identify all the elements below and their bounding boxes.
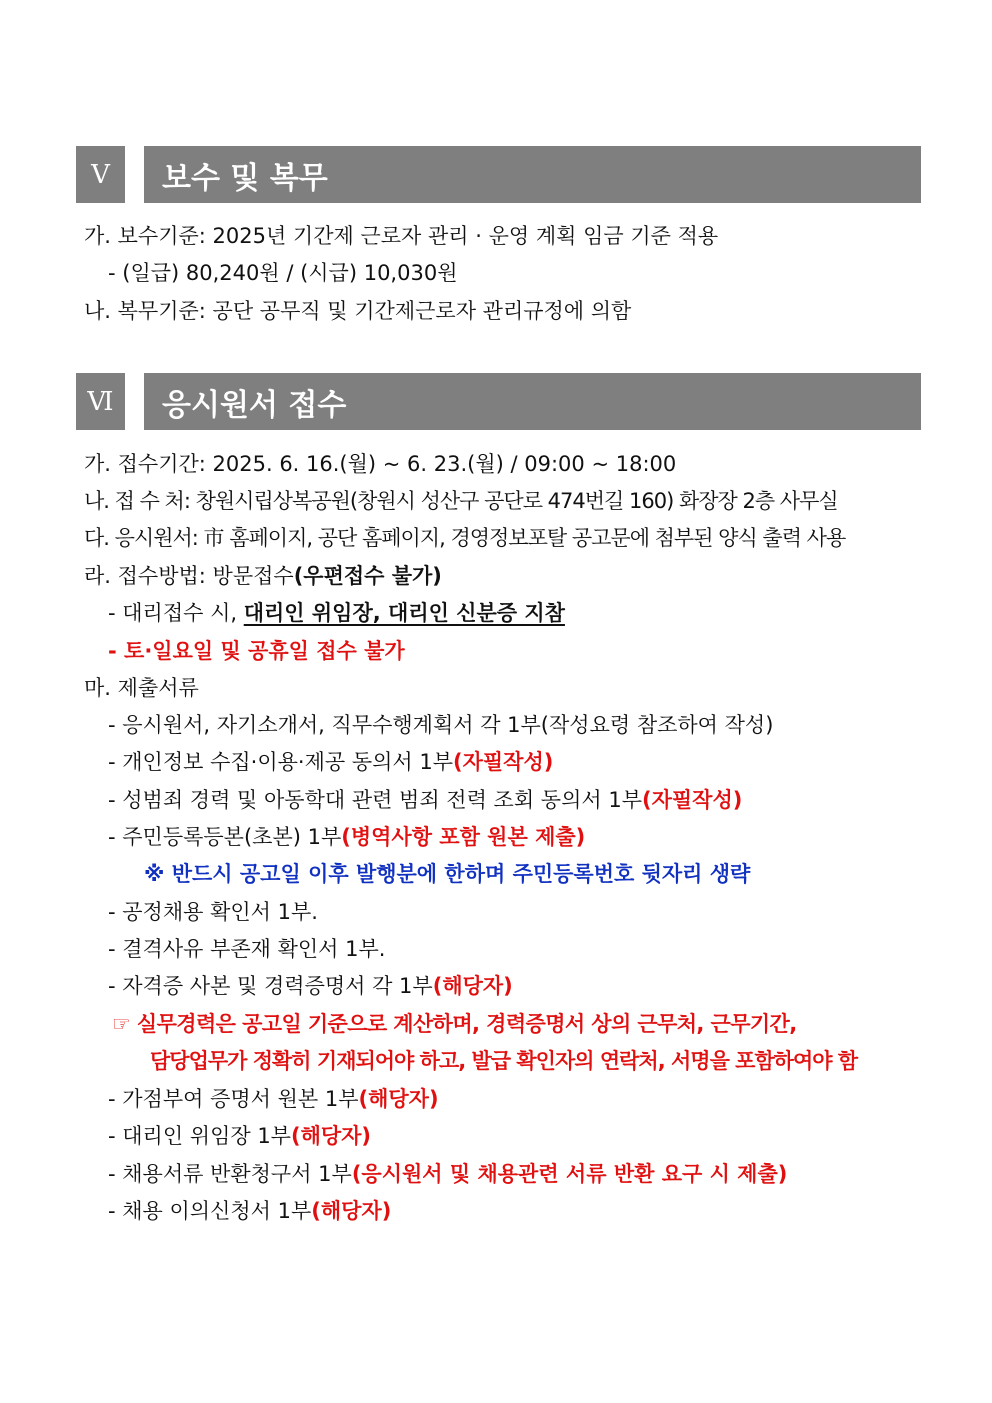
doc-text: - 성범죄 경력 및 아동학대 관련 범죄 전력 조회 동의서 1부 <box>108 788 642 812</box>
resident-registration-remark: ※ 반드시 공고일 이후 발행분에 한하며 주민등록번호 뒷자리 생략 <box>144 862 751 886</box>
proxy-application <box>108 599 565 627</box>
weekend-notice: - 토·일요일 및 공휴일 접수 불가 <box>108 639 405 663</box>
doc-note: (해당자) <box>311 1199 392 1223</box>
section-5-title: 보수 및 복무 <box>144 146 921 203</box>
doc-text: - 개인정보 수집·이용·제공 동의서 1부 <box>108 750 453 774</box>
doc-text: - 가점부여 증명서 원본 1부 <box>108 1087 359 1111</box>
pay-detail: - (일급) 80,240원 / (시급) 10,030원 <box>108 261 458 285</box>
section-6-header <box>76 373 921 430</box>
pay-standard: 가. 보수기준: 2025년 기간제 근로자 관리 · 운영 계획 임금 기준 적용 <box>84 224 719 248</box>
proxy-requirement: 대리인 위임장, 대리인 신분증 지참 <box>243 601 565 625</box>
doc-return-request <box>108 1160 787 1188</box>
doc-text: - 자격증 사본 및 경력증명서 각 1부 <box>108 974 433 998</box>
doc-disqualification: - 결격사유 부존재 확인서 1부. <box>108 937 386 961</box>
doc-privacy-consent <box>108 748 553 776</box>
doc-certificate-career <box>108 972 513 1000</box>
application-method <box>84 562 442 590</box>
method-text: 라. 접수방법: 방문접수 <box>84 564 294 588</box>
doc-text: - 대리인 위임장 1부 <box>108 1124 291 1148</box>
method-note: (우편접수 불가) <box>293 564 442 588</box>
doc-note: (해당자) <box>358 1087 439 1111</box>
experience-note-1: ☞ 실무경력은 공고일 기준으로 계산하며, 경력증명서 상의 근무처, 근무기간, <box>112 1012 797 1036</box>
doc-fair-hiring: - 공정채용 확인서 1부. <box>108 900 318 924</box>
doc-application-form: - 응시원서, 자기소개서, 직무수행계획서 각 1부(작성요령 참조하여 작성) <box>108 713 774 737</box>
experience-note-2: 담당업무가 정확히 기재되어야 하고, 발급 확인자의 연락처, 서명을 포함하여야 함 <box>150 1049 858 1073</box>
doc-note: (해당자) <box>432 974 513 998</box>
doc-resident-registration <box>108 823 585 851</box>
proxy-text: - 대리접수 시, <box>108 601 244 625</box>
doc-proxy-letter <box>108 1122 371 1150</box>
section-6-title: 응시원서 접수 <box>144 373 921 430</box>
section-5-header <box>76 146 921 203</box>
doc-note: (병역사항 포함 원본 제출) <box>341 825 586 849</box>
doc-note: (응시원서 및 채용관련 서류 반환 요구 시 제출) <box>351 1162 788 1186</box>
docs-heading: 마. 제출서류 <box>84 676 199 700</box>
doc-crime-record-consent <box>108 786 742 814</box>
application-form: 다. 응시원서: 市 홈페이지, 공단 홈페이지, 경영정보포탈 공고문에 첨부된 양식 출력 사용 <box>84 526 846 550</box>
application-period: 가. 접수기간: 2025. 6. 16.(월) ~ 6. 23.(월) / 09:00 ~ 18:00 <box>84 452 677 476</box>
doc-bonus-certificate <box>108 1085 439 1113</box>
service-standard: 나. 복무기준: 공단 공무직 및 기간제근로자 관리규정에 의함 <box>84 299 632 323</box>
doc-note: (해당자) <box>290 1124 372 1148</box>
doc-text: - 채용서류 반환청구서 1부 <box>108 1162 352 1186</box>
doc-note: (자필작성) <box>453 750 554 774</box>
doc-note: (자필작성) <box>641 788 743 812</box>
application-place: 나. 접 수 처: 창원시립상복공원(창원시 성산구 공단로 474번길 160) 화장장 2층 사무실 <box>84 489 838 513</box>
doc-text: - 주민등록등본(초본) 1부 <box>108 825 342 849</box>
section-5-number: Ⅴ <box>76 146 125 203</box>
section-6-number: Ⅵ <box>76 373 125 430</box>
doc-objection <box>108 1197 391 1225</box>
doc-text: - 채용 이의신청서 1부 <box>108 1199 312 1223</box>
